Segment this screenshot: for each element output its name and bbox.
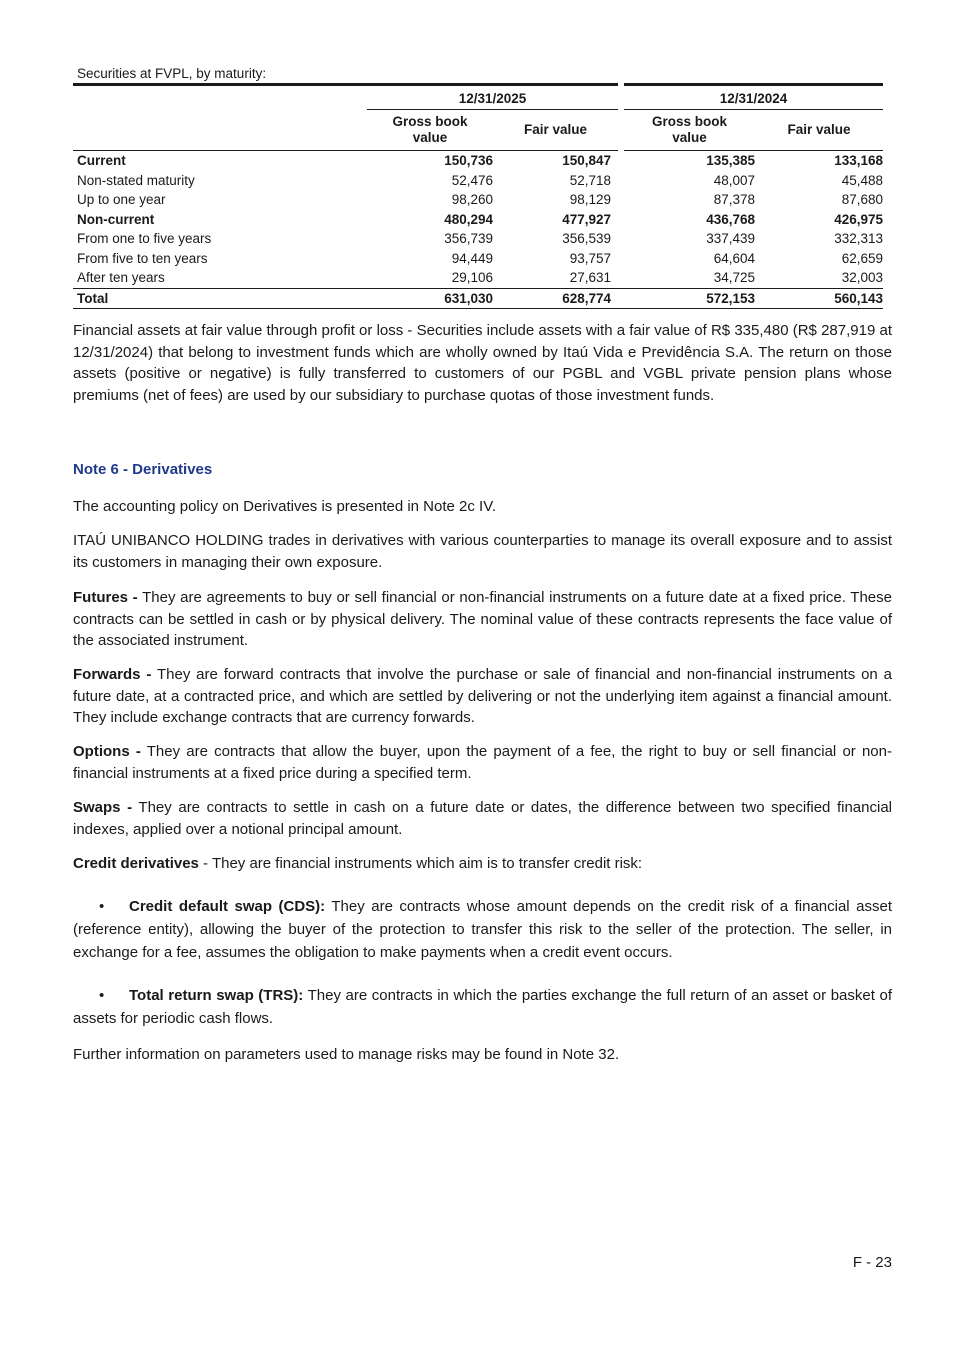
- note-6-heading: Note 6 - Derivatives: [73, 461, 213, 478]
- period-header-2024: 12/31/2024: [621, 85, 883, 110]
- cell-value: 48,007: [713, 172, 756, 188]
- bullet-icon: •: [99, 987, 105, 1004]
- page-number: F - 23: [852, 1254, 892, 1271]
- term-trs: Total return swap (TRS):: [129, 987, 304, 1004]
- definition-text: They are contracts to settle in cash on a future date or dates, the difference between two specified financial indexes, applied over a notional principal amount.: [73, 799, 892, 838]
- cell-value: 480,294: [444, 211, 493, 227]
- term-options: Options -: [73, 743, 141, 760]
- bullet-cds: [73, 895, 892, 964]
- cell-value: 98,260: [451, 192, 493, 207]
- options-paragraph: [73, 741, 892, 784]
- forwards-paragraph: [73, 664, 892, 729]
- fvpl-note-paragraph: [73, 320, 892, 406]
- period-header-2025: 12/31/2025: [367, 85, 621, 110]
- table-column-header-row: [73, 110, 883, 151]
- table-row-five-to-ten-years: [73, 249, 883, 269]
- table-row-non-stated-maturity: [73, 171, 883, 191]
- cell-value: 337,439: [706, 231, 756, 246]
- table-period-header-row: [73, 85, 883, 110]
- cell-value: 34,725: [713, 270, 756, 285]
- paragraph-text: Financial assets at fair value through profit or loss - Securities include assets with a fair value of R$ 335,480 (R$ 287,919 at 12/31/2024) that belong to investment funds which are wholly owned by Itaú Vida e Previdência S.A. The return on those assets (positive or negative) is fully transferred to customers of our PGBL and VGBL private pension plans whose premiums (net of fees) are used by our subsidiary to purchase quotas of those investment funds.: [73, 322, 892, 404]
- definition-text: They are agreements to buy or sell financial or non-financial instruments on a future date at a fixed price. These contracts can be settled in cash or by physical delivery. The nominal value of these contracts represents the face value of the associated instrument.: [73, 589, 892, 649]
- cell-value: 64,604: [713, 250, 756, 266]
- cell-value: 32,003: [841, 270, 884, 285]
- cell-value: 628,774: [493, 288, 621, 309]
- futures-paragraph: [73, 587, 892, 652]
- term-futures: Futures -: [73, 589, 138, 606]
- cell-value: 477,927: [562, 211, 612, 227]
- row-label: After ten years: [77, 270, 165, 285]
- swaps-paragraph: [73, 797, 892, 840]
- cell-value: 133,168: [834, 153, 884, 168]
- table-row-non-current: [73, 210, 883, 230]
- cell-value: 572,153: [621, 288, 755, 309]
- cell-value: 29,106: [451, 270, 493, 285]
- cell-value: 52,718: [569, 172, 612, 188]
- cell-value: 62,659: [841, 250, 884, 266]
- cell-value: 426,975: [834, 211, 884, 227]
- further-info-paragraph: [73, 1044, 892, 1066]
- bullet-icon: •: [99, 898, 105, 915]
- row-label: Up to one year: [77, 192, 166, 207]
- row-label: From one to five years: [77, 231, 212, 246]
- cell-value: 631,030: [367, 288, 493, 309]
- term-cds: Credit default swap (CDS):: [129, 898, 326, 915]
- row-label: Non-stated maturity: [77, 172, 195, 188]
- cell-value: 87,680: [841, 192, 884, 207]
- bullet-trs: [73, 984, 892, 1030]
- table-row-current: [73, 151, 883, 171]
- definition-text: They are contracts that allow the buyer, upon the payment of a fee, the right to buy or sell financial or non-financial instruments at a fixed price during a specified term.: [73, 743, 892, 782]
- credit-derivatives-paragraph: [73, 853, 892, 875]
- cell-value: 356,539: [562, 231, 612, 246]
- definition-text: They are forward contracts that involve the purchase or sale of financial and non-financial instruments on a future date, at a contracted price, and which are settled by delivering or not the underlying item against a financial amount. They include exchange contracts that are currency forwards.: [73, 666, 892, 726]
- definition-text: They are contracts in which the parties exchange the full return of an asset or basket of assets for periodic cash flows.: [73, 987, 892, 1027]
- cell-value: 135,385: [706, 153, 756, 168]
- securities-fvpl-maturity-table: [73, 83, 883, 309]
- header-blank: [73, 110, 367, 151]
- row-label: Current: [77, 153, 126, 168]
- term-swaps: Swaps -: [73, 799, 133, 816]
- cell-value: 356,739: [444, 231, 493, 246]
- cell-value: 150,736: [444, 153, 493, 168]
- paragraph-text: The accounting policy on Derivatives is presented in Note 2c IV.: [73, 498, 497, 515]
- cell-value: 94,449: [451, 250, 493, 266]
- table-row-total: [73, 288, 883, 309]
- row-label: Total: [73, 288, 367, 309]
- definition-text: They are contracts whose amount depends on the credit risk of a financial asset (reference entity), allowing the buyer of the protection to transfer this risk to the seller of the protection. The seller, in exchange for a fee, assumes the obligation to make payments when a credit event occurs.: [73, 898, 892, 961]
- cell-value: 560,143: [755, 288, 883, 309]
- paragraph-text: Further information on parameters used to manage risks may be found in Note 32.: [73, 1046, 620, 1063]
- table-row-one-to-five-years: [73, 229, 883, 249]
- cell-value: 98,129: [569, 192, 612, 207]
- table-row-up-to-one-year: [73, 190, 883, 210]
- header-blank: [73, 85, 367, 110]
- col-header-gross-book-2024: Gross book value: [621, 110, 755, 151]
- term-forwards: Forwards -: [73, 666, 152, 683]
- cell-value: 332,313: [834, 231, 884, 246]
- table-row-after-ten-years: [73, 268, 883, 288]
- col-header-fair-value-2024: Fair value: [755, 110, 883, 151]
- col-header-fair-value-2025: Fair value: [493, 110, 621, 151]
- cell-value: 87,378: [713, 192, 756, 207]
- cell-value: 150,847: [562, 153, 612, 168]
- policy-paragraph: [73, 496, 892, 518]
- definition-text: - They are financial instruments which aim is to transfer credit risk:: [198, 855, 643, 872]
- term-credit-derivatives: Credit derivatives: [73, 855, 199, 872]
- cell-value: 436,768: [706, 211, 756, 227]
- cell-value: 45,488: [841, 172, 884, 188]
- row-label: From five to ten years: [77, 250, 208, 266]
- col-header-gross-book-2025: Gross book value: [367, 110, 493, 151]
- row-label: Non-current: [77, 211, 155, 227]
- cell-value: 52,476: [451, 172, 493, 188]
- cell-value: 93,757: [569, 250, 612, 266]
- paragraph-text: ITAÚ UNIBANCO HOLDING trades in derivatives with various counterparties to manage its overall exposure and to assist its customers in managing their own exposure.: [73, 532, 892, 571]
- table-caption: Securities at FVPL, by maturity:: [77, 66, 267, 81]
- intro-paragraph: [73, 530, 892, 573]
- cell-value: 27,631: [569, 270, 612, 285]
